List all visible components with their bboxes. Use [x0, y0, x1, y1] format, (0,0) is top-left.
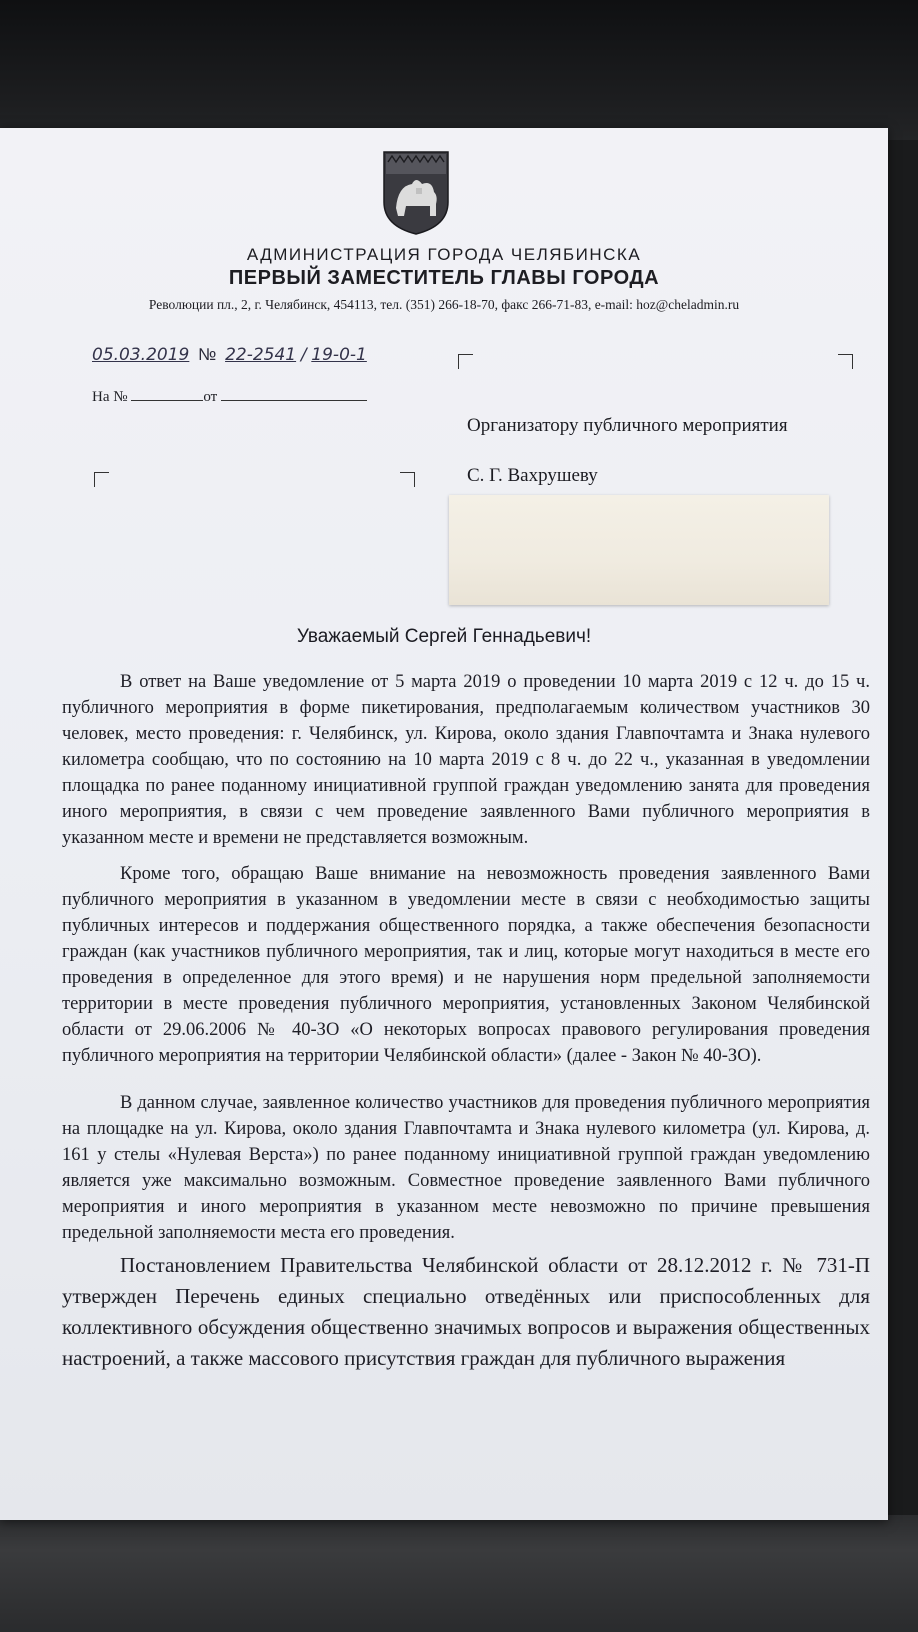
address-corner-mark: [838, 354, 853, 369]
official-position: ПЕРВЫЙ ЗАМЕСТИТЕЛЬ ГЛАВЫ ГОРОДА: [228, 267, 660, 289]
address-corner-mark: [458, 354, 473, 369]
paragraph-text: В данном случае, заявленное количество участников для проведения публичного мероприятия на площадке на ул. Кирова, около здания Главпочтамта и Знака нулевого километра (ул. Кирова, д. 161 у стелы «Нулевая Верста») по ранее поданному инициативной группой граждан уведомлению является уже максимально возможным. Совместное проведение заявленного Вами публичного мероприятия и иного мероприятия в указанном месте невозможно по причине превышения предельной заполняемости места его проведения.: [62, 1093, 870, 1243]
organization-name: АДМИНИСТРАЦИЯ ГОРОДА ЧЕЛЯБИНСКА: [246, 245, 642, 264]
city-coat-of-arms: [382, 150, 450, 236]
paragraph-text: Постановлением Правительства Челябинской области от 28.12.2012 г. № 731-П утвержден Перечень единых специально отведённых или приспособленных для коллективного обсуждения общественно значимых вопросов и выражения общественных настроений, а также массового присутствия граждан для публичного выражения: [62, 1253, 870, 1370]
addressee-name: С. Г. Вахрушеву: [467, 465, 598, 486]
reference-line: [92, 388, 367, 406]
addressee-title: Организатору публичного мероприятия: [467, 415, 788, 436]
reference-date-label: от: [203, 389, 218, 405]
organization-address: Революции пл., 2, г. Челябинск, 454113, тел. (351) 266-18-70, факс 266-71-83, e-mail: hoz@cheladmin.ru: [148, 297, 740, 312]
reference-number-label: На №: [92, 389, 128, 405]
body-paragraph-1: [62, 669, 870, 851]
registration-number: 22-2541: [225, 345, 297, 365]
text-corner-mark: [94, 472, 109, 487]
body-paragraph-3: [62, 1090, 870, 1246]
registration-date: 05.03.2019: [92, 345, 190, 365]
paragraph-text: Кроме того, обращаю Ваше внимание на невозможность проведения заявленного Вами публичного мероприятия в указанном в уведомлении месте в связи с необходимостью защиты публичных интересов и поддержания общественного порядка, а также обеспечения безопасности граждан (как участников публичного мероприятия, так и лиц, которые могут находиться в месте его проведения в определенное для этого время) и не нарушения норм предельной заполняемости территории в месте проведения публичного мероприятия, установленных Законом Челябинской области от 29.06.2006 № 40-ЗО «О некоторых вопросах правового регулирования проведения публичного мероприятия на территории Челябинской области» (далее - Закон № 40-ЗО).: [62, 864, 870, 1066]
reference-number-blank: [131, 388, 203, 401]
body-paragraph-2: [62, 861, 870, 1069]
text-corner-mark: [400, 472, 415, 487]
registration-number-label: №: [198, 345, 217, 364]
paragraph-text: В ответ на Ваше уведомление от 5 марта 2019 о проведении 10 марта 2019 с 12 ч. до 15 ч. публичного мероприятия в форме пикетирования, предполагаемым количеством участников 30 человек, место проведения: г. Челябинск, ул. Кирова, около здания Главпочтамта и Знака нулевого километра сообщаю, что по состоянию на 10 марта 2019 с 8 ч. до 22 ч., указанная в уведомлении площадка по ранее поданному инициативной группой граждан уведомлению занята для проведения иного мероприятия, в связи с чем проведение заявленного Вами публичного мероприятия в указанном месте и времени не представляется возможным.: [62, 672, 870, 848]
salutation: Уважаемый Сергей Геннадьевич!: [296, 626, 592, 647]
registration-line: 05.03.2019 № 22-2541 / 19-0-1: [92, 345, 367, 365]
reference-date-blank: [221, 388, 367, 401]
background-bottom: [0, 1515, 918, 1632]
registration-suffix: 19-0-1: [311, 345, 367, 365]
background-top: [0, 0, 918, 140]
body-paragraph-4: [62, 1250, 870, 1374]
redaction-sticker: [449, 495, 829, 605]
